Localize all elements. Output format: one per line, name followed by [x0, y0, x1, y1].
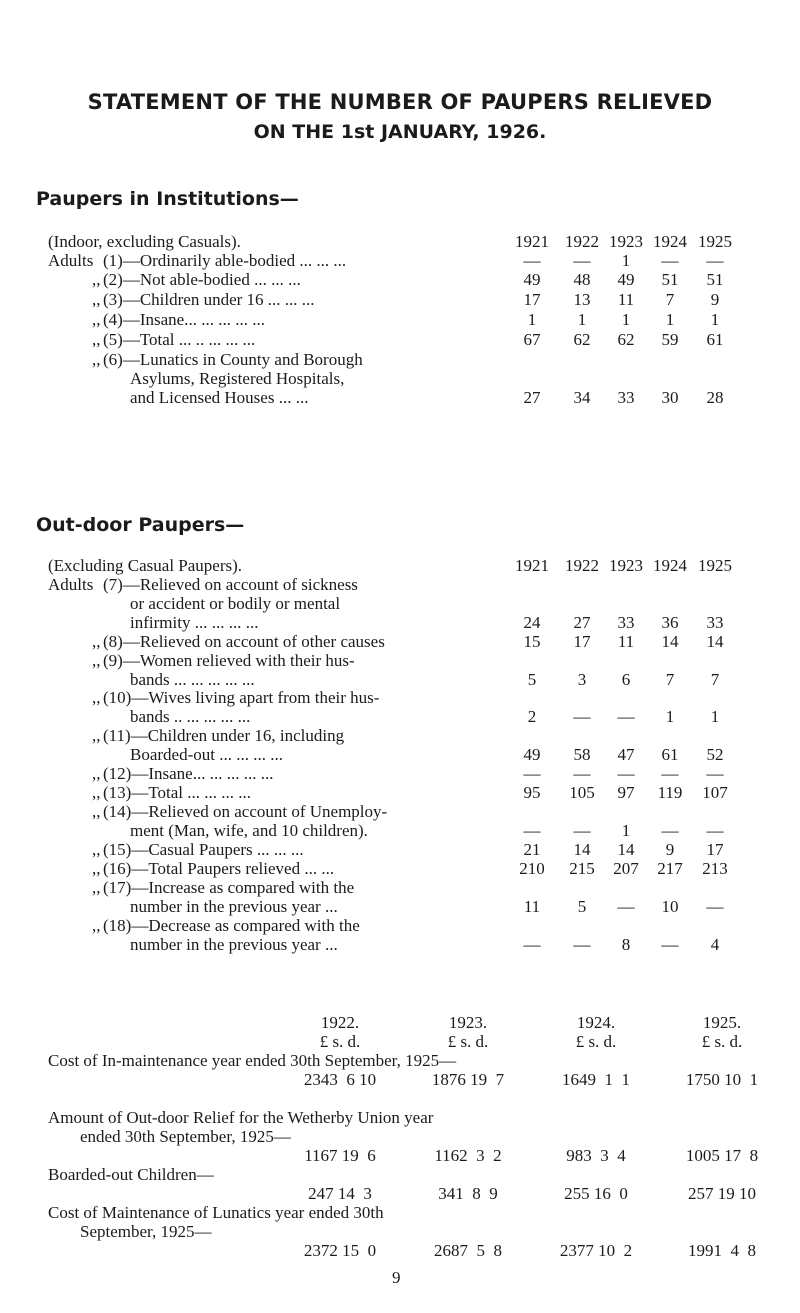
outdoor-cell: 5 — [577, 897, 587, 916]
indoor-row-label: (4)—Insane... ... ... ... ... — [103, 310, 265, 329]
cost-value: 1991 4 8 — [688, 1241, 756, 1260]
outdoor-cell: 7 — [665, 670, 675, 689]
outdoor-row-label: Boarded-out ... ... ... ... — [130, 745, 283, 764]
outdoor-cell: 3 — [577, 670, 587, 689]
outdoor-year-header: 1925 — [698, 556, 732, 575]
outdoor-row-label: (12)—Insane... ... ... ... ... — [103, 764, 274, 783]
indoor-cell: 49 — [523, 270, 541, 289]
outdoor-cell: 33 — [617, 613, 635, 632]
indoor-row-label: (1)—Ordinarily able-bodied ... ... ... — [103, 251, 347, 270]
cost-label: September, 1925— — [80, 1222, 212, 1241]
outdoor-row-prefix: Adults — [48, 575, 94, 594]
outdoor-row-prefix: ,, — [92, 651, 101, 670]
indoor-cell: 28 — [706, 388, 724, 407]
outdoor-cell: — — [523, 935, 541, 954]
indoor-section-heading: Paupers in Institutions— — [36, 188, 299, 210]
cost-value: 257 19 10 — [688, 1184, 756, 1203]
indoor-row-label: and Licensed Houses ... ... — [130, 388, 309, 407]
cost-value: 1167 19 6 — [304, 1146, 376, 1165]
indoor-row-label: (2)—Not able-bodied ... ... ... — [103, 270, 301, 289]
outdoor-cell: 1 — [710, 707, 720, 726]
outdoor-cell: — — [617, 707, 635, 726]
indoor-cell: 1 — [621, 310, 631, 329]
cost-year-header: 1925. — [702, 1013, 742, 1032]
cost-value: 255 16 0 — [564, 1184, 628, 1203]
cost-value: 983 3 4 — [566, 1146, 626, 1165]
indoor-cell: 62 — [573, 330, 591, 349]
indoor-cell: 62 — [617, 330, 635, 349]
outdoor-row-prefix: ,, — [92, 802, 101, 821]
indoor-cell: — — [706, 251, 724, 270]
indoor-row-prefix: ,, — [92, 330, 101, 349]
outdoor-section-heading: Out-door Paupers— — [36, 514, 245, 536]
page-number: 9 — [392, 1268, 401, 1287]
cost-unit-header: £ s. d. — [575, 1032, 617, 1051]
outdoor-cell: 14 — [661, 632, 679, 651]
cost-unit-header: £ s. d. — [701, 1032, 743, 1051]
outdoor-row-prefix: ,, — [92, 688, 101, 707]
indoor-cell: — — [573, 251, 591, 270]
cost-unit-header: £ s. d. — [319, 1032, 361, 1051]
cost-value: 1162 3 2 — [434, 1146, 502, 1165]
outdoor-cell: 5 — [527, 670, 537, 689]
outdoor-cell: 7 — [710, 670, 720, 689]
indoor-year-header: 1925 — [698, 232, 732, 251]
indoor-row-label: Asylums, Registered Hospitals, — [130, 369, 345, 388]
outdoor-cell: — — [706, 764, 724, 783]
outdoor-cell: 2 — [527, 707, 537, 726]
indoor-cell: 11 — [617, 290, 635, 309]
outdoor-cell: 95 — [523, 783, 541, 802]
outdoor-cell: 4 — [710, 935, 720, 954]
indoor-row-label: (5)—Total ... .. ... ... ... — [103, 330, 256, 349]
indoor-row-prefix: Adults — [48, 251, 94, 270]
outdoor-cell: 17 — [573, 632, 591, 651]
indoor-cell: 1 — [665, 310, 675, 329]
cost-unit-header: £ s. d. — [447, 1032, 489, 1051]
outdoor-cell: — — [573, 821, 591, 840]
cost-label: Amount of Out-door Relief for the Wetherby Union year — [48, 1108, 434, 1127]
cost-value: 1750 10 1 — [685, 1070, 759, 1089]
outdoor-cell: 36 — [661, 613, 679, 632]
outdoor-cell: 119 — [657, 783, 683, 802]
outdoor-cell: 15 — [523, 632, 541, 651]
indoor-cell: 67 — [523, 330, 541, 349]
indoor-cell: 59 — [661, 330, 679, 349]
outdoor-row-label: (9)—Women relieved with their hus- — [103, 651, 355, 670]
outdoor-row-prefix: ,, — [92, 840, 101, 859]
outdoor-row-prefix: ,, — [92, 878, 101, 897]
outdoor-cell: 17 — [706, 840, 724, 859]
indoor-cell: 61 — [706, 330, 724, 349]
outdoor-cell: 97 — [617, 783, 635, 802]
indoor-cell: 51 — [661, 270, 679, 289]
outdoor-row-prefix: ,, — [92, 632, 101, 651]
outdoor-cell: 14 — [706, 632, 724, 651]
outdoor-cell: 107 — [702, 783, 728, 802]
indoor-year-header: 1921 — [515, 232, 549, 251]
indoor-row-label: (6)—Lunatics in County and Borough — [103, 350, 363, 369]
outdoor-cell: 215 — [569, 859, 595, 878]
indoor-row-prefix: ,, — [92, 310, 101, 329]
indoor-cell: — — [523, 251, 541, 270]
outdoor-cell: 207 — [613, 859, 639, 878]
outdoor-cell: 49 — [523, 745, 541, 764]
indoor-row-prefix: ,, — [92, 270, 101, 289]
outdoor-year-header: 1921 — [515, 556, 549, 575]
outdoor-cell: — — [573, 764, 591, 783]
indoor-cell: 1 — [577, 310, 587, 329]
outdoor-cell: — — [617, 897, 635, 916]
cost-value: 2343 6 10 — [303, 1070, 377, 1089]
outdoor-row-prefix: ,, — [92, 726, 101, 745]
cost-year-header: 1923. — [448, 1013, 488, 1032]
outdoor-cell: — — [706, 821, 724, 840]
outdoor-row-label: (10)—Wives living apart from their hus- — [103, 688, 380, 707]
outdoor-cell: 14 — [573, 840, 591, 859]
cost-value: 341 8 9 — [438, 1184, 498, 1203]
indoor-row-prefix: ,, — [92, 350, 101, 369]
document-subtitle: ON THE 1st JANUARY, 1926. — [253, 121, 547, 143]
outdoor-row-label: (13)—Total ... ... ... ... — [103, 783, 252, 802]
indoor-cell: 27 — [523, 388, 541, 407]
outdoor-row-prefix: ,, — [92, 859, 101, 878]
outdoor-cell: 61 — [661, 745, 679, 764]
indoor-cell: 9 — [710, 290, 720, 309]
outdoor-cell: 10 — [661, 897, 679, 916]
indoor-row-label: (3)—Children under 16 ... ... ... — [103, 290, 315, 309]
indoor-year-header: 1924 — [653, 232, 687, 251]
outdoor-cell: 24 — [523, 613, 541, 632]
outdoor-row-label: ment (Man, wife, and 10 children). — [130, 821, 368, 840]
outdoor-year-header: 1924 — [653, 556, 687, 575]
outdoor-cell: 58 — [573, 745, 591, 764]
indoor-cell: 17 — [523, 290, 541, 309]
outdoor-cell: 6 — [621, 670, 631, 689]
outdoor-cell: 210 — [519, 859, 545, 878]
indoor-cell: 1 — [621, 251, 631, 270]
indoor-cell: — — [661, 251, 679, 270]
indoor-year-header: 1923 — [609, 232, 643, 251]
outdoor-cell: — — [573, 935, 591, 954]
outdoor-year-header: 1922 — [565, 556, 599, 575]
cost-year-header: 1924. — [576, 1013, 616, 1032]
outdoor-row-prefix: ,, — [92, 783, 101, 802]
outdoor-row-prefix: ,, — [92, 916, 101, 935]
outdoor-row-label: (7)—Relieved on account of sickness — [103, 575, 358, 594]
indoor-cell: 13 — [573, 290, 591, 309]
outdoor-row-label: or accident or bodily or mental — [130, 594, 341, 613]
outdoor-cell: 52 — [706, 745, 724, 764]
indoor-cell: 1 — [527, 310, 537, 329]
outdoor-cell: — — [661, 821, 679, 840]
outdoor-cell: — — [617, 764, 635, 783]
outdoor-cell: 27 — [573, 613, 591, 632]
cost-value: 2377 10 2 — [559, 1241, 633, 1260]
outdoor-cell: 1 — [621, 821, 631, 840]
outdoor-cell: — — [573, 707, 591, 726]
indoor-cell: 48 — [573, 270, 591, 289]
indoor-cell: 49 — [617, 270, 635, 289]
outdoor-cell: 11 — [617, 632, 635, 651]
outdoor-cell: — — [523, 764, 541, 783]
cost-value: 247 14 3 — [308, 1184, 372, 1203]
indoor-row-prefix: ,, — [92, 290, 101, 309]
indoor-subheading: (Indoor, excluding Casuals). — [48, 232, 241, 251]
outdoor-cell: 33 — [706, 613, 724, 632]
outdoor-cell: — — [661, 935, 679, 954]
outdoor-row-label: (8)—Relieved on account of other causes — [103, 632, 385, 651]
outdoor-cell: — — [523, 821, 541, 840]
cost-label: Cost of Maintenance of Lunatics year ended 30th — [48, 1203, 384, 1222]
indoor-cell: 51 — [706, 270, 724, 289]
outdoor-row-label: (15)—Casual Paupers ... ... ... — [103, 840, 304, 859]
outdoor-cell: 21 — [523, 840, 541, 859]
outdoor-year-header: 1923 — [609, 556, 643, 575]
outdoor-row-label: (14)—Relieved on account of Unemploy- — [103, 802, 388, 821]
outdoor-cell: 217 — [657, 859, 683, 878]
outdoor-row-label: (18)—Decrease as compared with the — [103, 916, 360, 935]
outdoor-cell: 14 — [617, 840, 635, 859]
outdoor-row-prefix: ,, — [92, 764, 101, 783]
outdoor-row-label: (16)—Total Paupers relieved ... ... — [103, 859, 335, 878]
outdoor-row-label: (17)—Increase as compared with the — [103, 878, 355, 897]
cost-label: ended 30th September, 1925— — [80, 1127, 291, 1146]
cost-label: Cost of In-maintenance year ended 30th September, 1925— — [48, 1051, 457, 1070]
outdoor-cell: 1 — [665, 707, 675, 726]
outdoor-cell: 47 — [617, 745, 635, 764]
outdoor-cell: 11 — [523, 897, 541, 916]
cost-value: 2372 15 0 — [303, 1241, 377, 1260]
indoor-cell: 30 — [661, 388, 679, 407]
outdoor-row-label: number in the previous year ... — [130, 897, 338, 916]
cost-value: 2687 5 8 — [434, 1241, 502, 1260]
indoor-cell: 1 — [710, 310, 720, 329]
outdoor-row-label: (11)—Children under 16, including — [103, 726, 345, 745]
outdoor-row-label: infirmity ... ... ... ... — [130, 613, 259, 632]
outdoor-row-label: number in the previous year ... — [130, 935, 338, 954]
document-title: STATEMENT OF THE NUMBER OF PAUPERS RELIEVED — [87, 90, 713, 114]
cost-value: 1876 19 7 — [431, 1070, 505, 1089]
outdoor-cell: — — [706, 897, 724, 916]
outdoor-cell: 9 — [665, 840, 675, 859]
outdoor-cell: — — [661, 764, 679, 783]
indoor-year-header: 1922 — [565, 232, 599, 251]
outdoor-cell: 213 — [702, 859, 728, 878]
outdoor-row-label: bands .. ... ... ... ... — [130, 707, 251, 726]
indoor-cell: 7 — [665, 290, 675, 309]
cost-value: 1005 17 8 — [685, 1146, 759, 1165]
indoor-cell: 33 — [617, 388, 635, 407]
cost-value: 1649 1 1 — [562, 1070, 630, 1089]
indoor-cell: 34 — [573, 388, 591, 407]
cost-year-header: 1922. — [320, 1013, 360, 1032]
outdoor-cell: 105 — [569, 783, 595, 802]
outdoor-subheading: (Excluding Casual Paupers). — [48, 556, 243, 575]
outdoor-cell: 8 — [621, 935, 631, 954]
outdoor-row-label: bands ... ... ... ... ... — [130, 670, 255, 689]
cost-label: Boarded-out Children— — [48, 1165, 214, 1184]
